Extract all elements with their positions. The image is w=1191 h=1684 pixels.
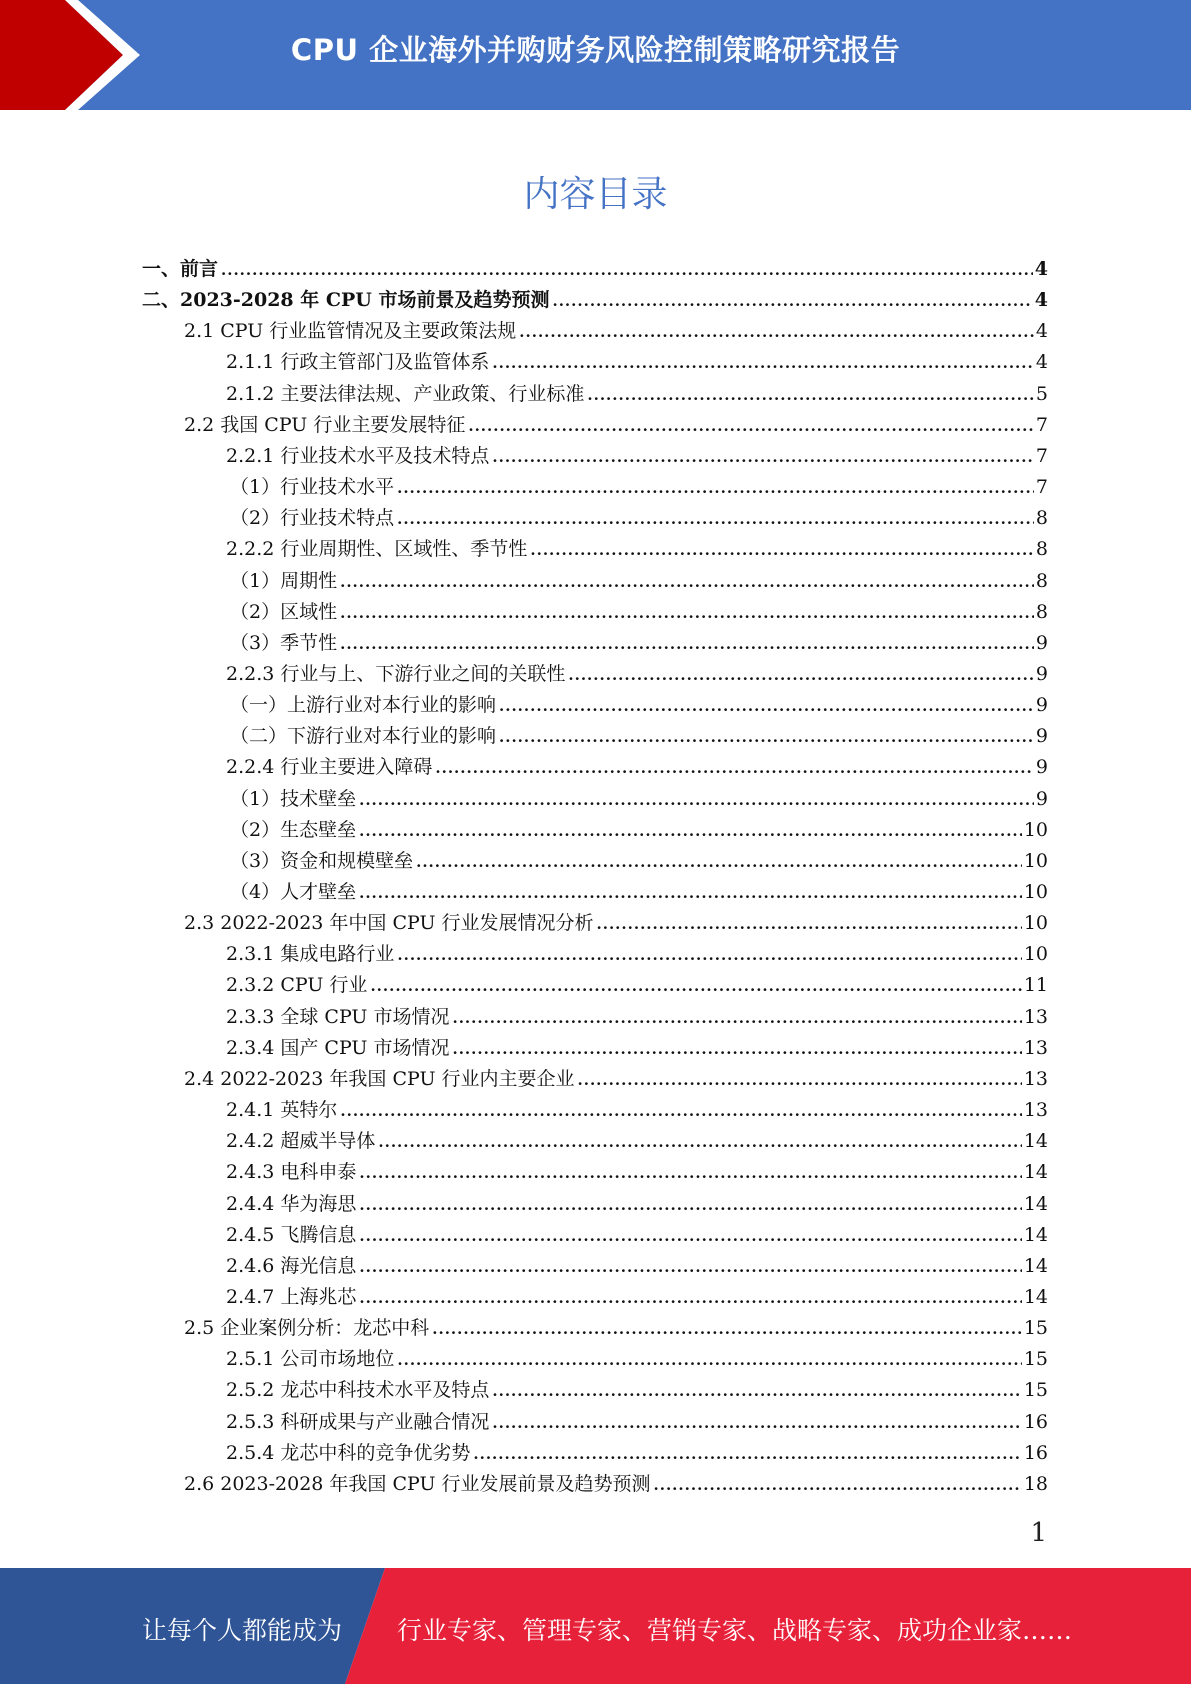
- toc-entry-page: 15: [1023, 1379, 1048, 1401]
- toc-entry-page: 8: [1035, 601, 1048, 623]
- toc-entry[interactable]: [184, 1469, 1048, 1500]
- toc-dot-leader: [397, 1345, 1021, 1376]
- toc-dot-leader: [359, 1158, 1021, 1189]
- toc-entry-label: （3）季节性: [230, 632, 338, 654]
- toc-dot-leader: [519, 317, 1034, 348]
- toc-dot-leader: [499, 691, 1034, 722]
- toc-dot-leader: [468, 411, 1034, 442]
- toc-entry-label: 二、2023-2028 年 CPU 市场前景及趋势预测: [142, 289, 550, 311]
- toc-entry[interactable]: [184, 908, 1048, 939]
- toc-dot-leader: [359, 878, 1022, 909]
- toc-entry[interactable]: [226, 534, 1048, 565]
- toc-entry[interactable]: [230, 877, 1048, 908]
- toc-dot-leader: [378, 1127, 1021, 1158]
- toc-entry[interactable]: [230, 846, 1048, 877]
- toc-entry[interactable]: [184, 1313, 1048, 1344]
- toc-entry[interactable]: [184, 316, 1048, 347]
- page-footer: [0, 1568, 1191, 1684]
- toc-entry-label: （1）技术壁垒: [230, 788, 357, 810]
- toc-entry[interactable]: [226, 1002, 1048, 1033]
- toc-entry-page: 8: [1035, 538, 1048, 560]
- toc-dot-leader: [492, 348, 1034, 379]
- toc-entry-label: 2.1.1 行政主管部门及监管体系: [226, 351, 490, 373]
- toc-entry-label: 2.4.7 上海兆芯: [226, 1286, 357, 1308]
- toc-dot-leader: [530, 535, 1034, 566]
- toc-dot-leader: [578, 1065, 1022, 1096]
- toc-entry-page: 9: [1035, 663, 1048, 685]
- toc-entry[interactable]: [230, 566, 1048, 597]
- toc-entry[interactable]: [226, 1189, 1048, 1220]
- toc-entry-label: （2）生态壁垒: [230, 819, 357, 841]
- page-header: [0, 0, 1191, 110]
- toc-dot-leader: [597, 909, 1022, 940]
- toc-dot-leader: [397, 504, 1034, 535]
- toc-dot-leader: [552, 286, 1032, 317]
- toc-entry-page: 9: [1035, 725, 1048, 747]
- toc-entry-label: （一）上游行业对本行业的影响: [230, 694, 497, 716]
- toc-dot-leader: [587, 380, 1034, 411]
- toc-dot-leader: [340, 598, 1034, 629]
- toc-entry-page: 9: [1035, 788, 1048, 810]
- report-title: CPU 企业海外并购财务风险控制策略研究报告: [290, 33, 901, 67]
- toc-entry-label: 2.5 企业案例分析：龙芯中科: [184, 1317, 430, 1339]
- toc-entry-label: 2.1.2 主要法律法规、产业政策、行业标准: [226, 383, 585, 405]
- toc-entry-page: 9: [1035, 632, 1048, 654]
- toc-entry-label: （3）资金和规模壁垒: [230, 850, 414, 872]
- toc-entry-page: 10: [1023, 881, 1048, 903]
- toc-entry-label: 2.4 2022-2023 年我国 CPU 行业内主要企业: [184, 1068, 575, 1090]
- toc-entry-label: 2.4.4 华为海思: [226, 1193, 357, 1215]
- toc-dot-leader: [568, 660, 1034, 691]
- toc-entry-label: 2.4.6 海光信息: [226, 1255, 357, 1277]
- toc-entry-label: 一、前言: [142, 258, 219, 280]
- toc-entry-page: 14: [1023, 1161, 1048, 1183]
- toc-entry-label: 2.4.1 英特尔: [226, 1099, 338, 1121]
- toc-entry-page: 18: [1023, 1473, 1048, 1495]
- toc-entry[interactable]: [226, 1095, 1048, 1126]
- toc-entry[interactable]: [226, 659, 1048, 690]
- toc-entry[interactable]: [226, 1282, 1048, 1313]
- toc-entry[interactable]: [184, 1064, 1048, 1095]
- toc-entry-label: （二）下游行业对本行业的影响: [230, 725, 497, 747]
- toc-entry-page: 14: [1023, 1286, 1048, 1308]
- toc-entry-page: 14: [1023, 1130, 1048, 1152]
- footer-slogan-left: 让每个人都能成为: [142, 1616, 343, 1645]
- toc-dot-leader: [359, 1283, 1021, 1314]
- toc-entry[interactable]: [184, 410, 1048, 441]
- toc-entry[interactable]: [230, 472, 1048, 503]
- toc-entry-page: 4: [1034, 289, 1048, 311]
- toc-entry-page: 16: [1023, 1411, 1048, 1433]
- toc-entry-label: 2.4.3 电科申泰: [226, 1161, 357, 1183]
- toc-entry[interactable]: [230, 597, 1048, 628]
- toc-entry[interactable]: [230, 784, 1048, 815]
- toc-entry[interactable]: [226, 1344, 1048, 1375]
- toc-heading: 内容目录: [523, 174, 668, 215]
- toc-dot-leader: [492, 1376, 1021, 1407]
- toc-entry[interactable]: [226, 347, 1048, 378]
- toc-entry-page: 10: [1023, 850, 1048, 872]
- toc-entry[interactable]: [226, 752, 1048, 783]
- toc-entry-label: 2.3.4 国产 CPU 市场情况: [226, 1037, 450, 1059]
- toc-dot-leader: [435, 753, 1034, 784]
- toc-entry[interactable]: [230, 721, 1048, 752]
- toc-entry-page: 11: [1023, 974, 1048, 996]
- toc-entry[interactable]: [226, 379, 1048, 410]
- toc-dot-leader: [359, 1221, 1021, 1252]
- toc-entry-page: 7: [1035, 414, 1048, 436]
- toc-entry-label: 2.5.1 公司市场地位: [226, 1348, 395, 1370]
- toc-dot-leader: [340, 567, 1034, 598]
- toc-entry-page: 7: [1035, 476, 1048, 498]
- toc-dot-leader: [340, 1096, 1021, 1127]
- toc-entry-page: 9: [1035, 756, 1048, 778]
- toc-entry-label: 2.2 我国 CPU 行业主要发展特征: [184, 414, 466, 436]
- toc-entry-label: （1）行业技术水平: [230, 476, 395, 498]
- toc-entry-label: 2.2.4 行业主要进入障碍: [226, 756, 433, 778]
- toc-entry-label: 2.5.3 科研成果与产业融合情况: [226, 1411, 490, 1433]
- page-number: 1: [1030, 1518, 1047, 1548]
- toc-dot-leader: [452, 1034, 1021, 1065]
- toc-entry-label: （1）周期性: [230, 570, 338, 592]
- toc-dot-leader: [492, 1408, 1021, 1439]
- toc-entry-page: 5: [1035, 383, 1048, 405]
- toc-entry-page: 4: [1035, 351, 1048, 373]
- toc-dot-leader: [370, 971, 1021, 1002]
- toc-entry-label: 2.4.2 超威半导体: [226, 1130, 376, 1152]
- toc-entry[interactable]: [226, 1126, 1048, 1157]
- toc-dot-leader: [359, 1252, 1021, 1283]
- toc-entry-page: 13: [1023, 1099, 1048, 1121]
- toc-dot-leader: [416, 847, 1022, 878]
- toc-dot-leader: [221, 255, 1033, 286]
- toc-entry-label: 2.2.1 行业技术水平及技术特点: [226, 445, 490, 467]
- toc-entry[interactable]: [226, 1033, 1048, 1064]
- toc-entry[interactable]: [142, 285, 1048, 316]
- toc-entry[interactable]: [226, 441, 1048, 472]
- toc-entry[interactable]: [226, 1251, 1048, 1282]
- toc-entry-page: 13: [1023, 1037, 1048, 1059]
- toc-dot-leader: [654, 1470, 1022, 1501]
- toc-entry[interactable]: [230, 628, 1048, 659]
- toc-entry-page: 10: [1023, 912, 1048, 934]
- toc-entry-label: 2.3.1 集成电路行业: [226, 943, 395, 965]
- toc-entry[interactable]: [226, 1375, 1048, 1406]
- footer-slogan-right: 行业专家、管理专家、营销专家、战略专家、成功企业家……: [397, 1616, 1073, 1645]
- toc-entry[interactable]: [142, 254, 1048, 285]
- toc-dot-leader: [340, 629, 1034, 660]
- toc-entry-page: 10: [1023, 819, 1048, 841]
- toc-entry-label: （2）行业技术特点: [230, 507, 395, 529]
- toc-entry-label: 2.2.2 行业周期性、区域性、季节性: [226, 538, 528, 560]
- toc-entry[interactable]: [226, 970, 1048, 1001]
- toc-entry[interactable]: [226, 1438, 1048, 1469]
- toc-dot-leader: [473, 1439, 1021, 1470]
- toc-dot-leader: [359, 785, 1034, 816]
- toc-entry-page: 4: [1035, 320, 1048, 342]
- toc-entry-label: （2）区域性: [230, 601, 338, 623]
- toc-entry-page: 13: [1023, 1068, 1048, 1090]
- toc-entry[interactable]: [226, 1407, 1048, 1438]
- toc-entry-page: 13: [1023, 1006, 1048, 1028]
- toc-entry-label: 2.6 2023-2028 年我国 CPU 行业发展前景及趋势预测: [184, 1473, 651, 1495]
- toc-dot-leader: [397, 473, 1034, 504]
- toc-entry-label: 2.5.4 龙芯中科的竞争优劣势: [226, 1442, 471, 1464]
- toc-dot-leader: [452, 1003, 1021, 1034]
- toc-entry-page: 16: [1023, 1442, 1048, 1464]
- toc-entry[interactable]: [226, 1220, 1048, 1251]
- toc-entry[interactable]: [230, 690, 1048, 721]
- toc-dot-leader: [359, 1190, 1021, 1221]
- toc-entry-page: 15: [1023, 1348, 1048, 1370]
- toc-entry-label: 2.3.3 全球 CPU 市场情况: [226, 1006, 450, 1028]
- toc-entry-page: 8: [1035, 507, 1048, 529]
- toc-dot-leader: [432, 1314, 1022, 1345]
- toc-entry-page: 7: [1035, 445, 1048, 467]
- toc-entry-page: 14: [1023, 1193, 1048, 1215]
- toc-dot-leader: [499, 722, 1034, 753]
- toc-entry-label: 2.3 2022-2023 年中国 CPU 行业发展情况分析: [184, 912, 594, 934]
- toc-entry-page: 15: [1023, 1317, 1048, 1339]
- toc-entry-page: 8: [1035, 570, 1048, 592]
- toc-dot-leader: [397, 940, 1021, 971]
- toc-entry-label: 2.1 CPU 行业监管情况及主要政策法规: [184, 320, 517, 342]
- toc-entry[interactable]: [226, 939, 1048, 970]
- toc-entry-label: 2.4.5 飞腾信息: [226, 1224, 357, 1246]
- toc-entry-page: 10: [1023, 943, 1048, 965]
- toc-entry-label: （4）人才壁垒: [230, 881, 357, 903]
- toc-entry-page: 14: [1023, 1255, 1048, 1277]
- toc-entry[interactable]: [230, 815, 1048, 846]
- toc-dot-leader: [492, 442, 1034, 473]
- toc-entry-page: 9: [1035, 694, 1048, 716]
- toc-dot-leader: [359, 816, 1022, 847]
- toc-entry[interactable]: [230, 503, 1048, 534]
- toc-entry-label: 2.2.3 行业与上、下游行业之间的关联性: [226, 663, 566, 685]
- toc-entry-label: 2.5.2 龙芯中科技术水平及特点: [226, 1379, 490, 1401]
- toc-entry-label: 2.3.2 CPU 行业: [226, 974, 368, 996]
- toc-entry-page: 4: [1034, 258, 1048, 280]
- toc-entry[interactable]: [226, 1157, 1048, 1188]
- toc-entry-page: 14: [1023, 1224, 1048, 1246]
